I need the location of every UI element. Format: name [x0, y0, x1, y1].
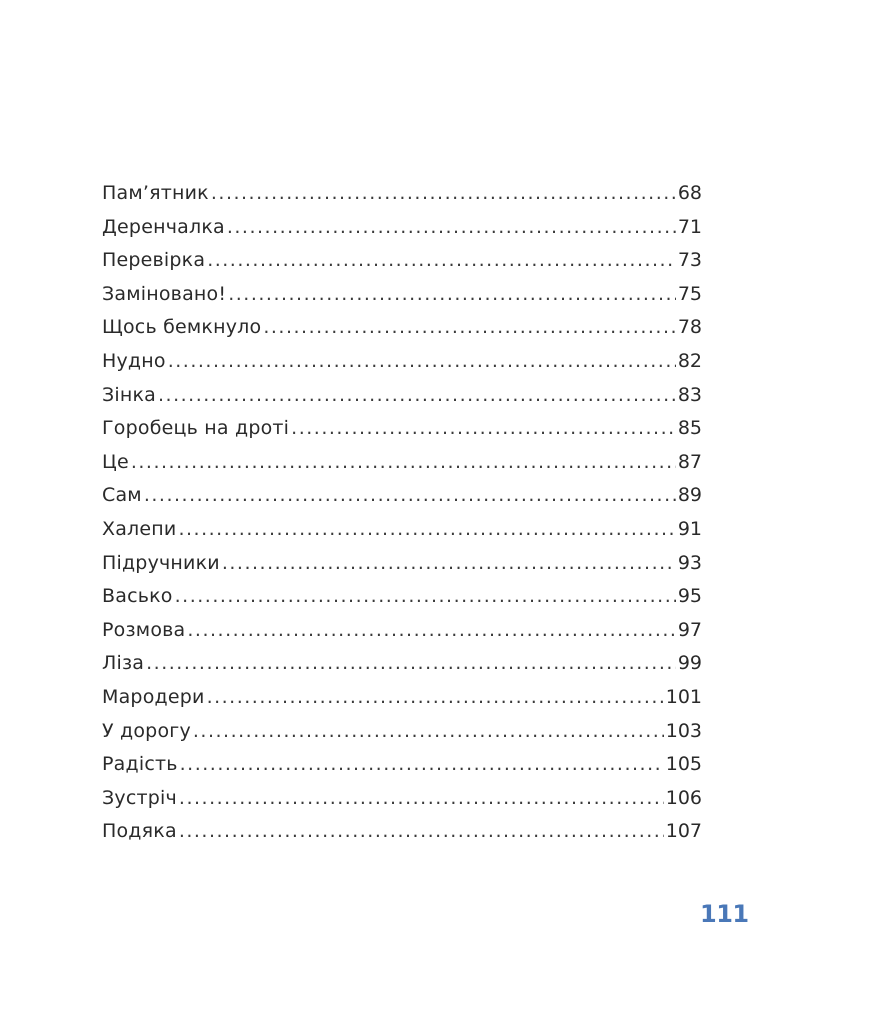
toc-dot-leader	[207, 244, 676, 278]
toc-entry-page: 89	[677, 484, 702, 507]
toc-entry-page: 91	[677, 517, 702, 540]
toc-entry-title: Пам’ятник	[102, 182, 209, 204]
toc-dot-leader	[180, 748, 664, 782]
toc-entry-title: Сам	[102, 484, 142, 507]
toc-entry	[102, 782, 702, 816]
toc-entry	[102, 211, 702, 245]
toc-entry	[102, 547, 702, 581]
toc-entry-page: 68	[677, 182, 702, 204]
toc-entry	[102, 614, 702, 648]
toc-dot-leader	[263, 311, 675, 345]
toc-dot-leader	[131, 446, 676, 480]
toc-dot-leader	[168, 345, 676, 379]
toc-dot-leader	[222, 547, 676, 581]
toc-entry-title: Розмова	[102, 618, 186, 641]
toc-entry-title: Васько	[102, 585, 173, 608]
toc-entry-title: Нудно	[102, 349, 166, 372]
toc-entry-title: Зустріч	[102, 786, 177, 809]
toc-dot-leader	[158, 379, 676, 413]
toc-entry-page: 99	[677, 652, 702, 675]
toc-entry-page: 107	[665, 820, 702, 843]
toc-entry	[102, 748, 702, 782]
toc-entry-page: 83	[677, 383, 702, 406]
toc-entry-title: Щось бемкнуло	[102, 316, 262, 339]
toc-entry	[102, 580, 702, 614]
toc-entry-title: Заміновано!	[102, 282, 227, 305]
toc-entry-title: У дорогу	[102, 719, 191, 742]
toc-entry	[102, 479, 702, 513]
toc-dot-leader	[146, 647, 676, 681]
toc-dot-leader	[193, 715, 664, 749]
toc-dot-leader	[228, 278, 676, 312]
table-of-contents	[102, 177, 702, 849]
toc-entry	[102, 681, 702, 715]
toc-entry-page: 78	[677, 316, 702, 339]
toc-entry-page: 105	[665, 753, 702, 776]
toc-dot-leader	[227, 211, 676, 245]
toc-entry-page: 95	[677, 585, 702, 608]
toc-entry-page: 73	[677, 249, 702, 272]
toc-dot-leader	[187, 614, 675, 648]
toc-entry-title: Подяка	[102, 820, 177, 843]
toc-entry-page: 85	[677, 417, 702, 440]
toc-entry-page: 75	[677, 282, 702, 305]
toc-entry	[102, 379, 702, 413]
toc-dot-leader	[175, 580, 676, 614]
toc-entry-page: 106	[665, 786, 702, 809]
toc-dot-leader	[291, 412, 676, 446]
toc-entry-title: Ліза	[102, 652, 145, 675]
toc-entry	[102, 345, 702, 379]
toc-entry-page: 93	[677, 551, 702, 574]
toc-dot-leader	[179, 782, 664, 816]
toc-dot-leader	[179, 815, 664, 849]
toc-dot-leader	[207, 681, 664, 715]
toc-entry	[102, 244, 702, 278]
page-number: 111	[700, 900, 749, 928]
toc-entry	[102, 446, 702, 480]
toc-entry-title: Підручники	[102, 551, 220, 574]
toc-entry-title: Деренчалка	[102, 215, 225, 238]
toc-dot-leader	[178, 513, 675, 547]
toc-entry	[102, 715, 702, 749]
toc-entry	[102, 311, 702, 345]
toc-entry-title: Перевірка	[102, 249, 206, 272]
toc-entry	[102, 647, 702, 681]
toc-entry-page: 71	[677, 215, 702, 238]
toc-entry-title: Зінка	[102, 383, 157, 406]
toc-entry-title: Радість	[102, 753, 178, 776]
toc-entry	[102, 177, 702, 211]
toc-entry	[102, 278, 702, 312]
toc-entry-title: Мародери	[102, 685, 205, 708]
toc-entry-page: 101	[665, 685, 702, 708]
toc-entry-page: 103	[665, 719, 702, 742]
toc-dot-leader	[211, 177, 676, 211]
toc-entry-page: 97	[677, 618, 702, 641]
toc-entry	[102, 513, 702, 547]
toc-entry-title: Це	[102, 450, 129, 473]
toc-entry	[102, 815, 702, 849]
toc-entry-title: Халепи	[102, 517, 177, 540]
toc-entry-page: 87	[677, 450, 702, 473]
toc-dot-leader	[144, 479, 676, 513]
toc-entry-title: Горобець на дроті	[102, 417, 290, 440]
toc-entry-page: 82	[677, 349, 702, 372]
toc-entry	[102, 412, 702, 446]
